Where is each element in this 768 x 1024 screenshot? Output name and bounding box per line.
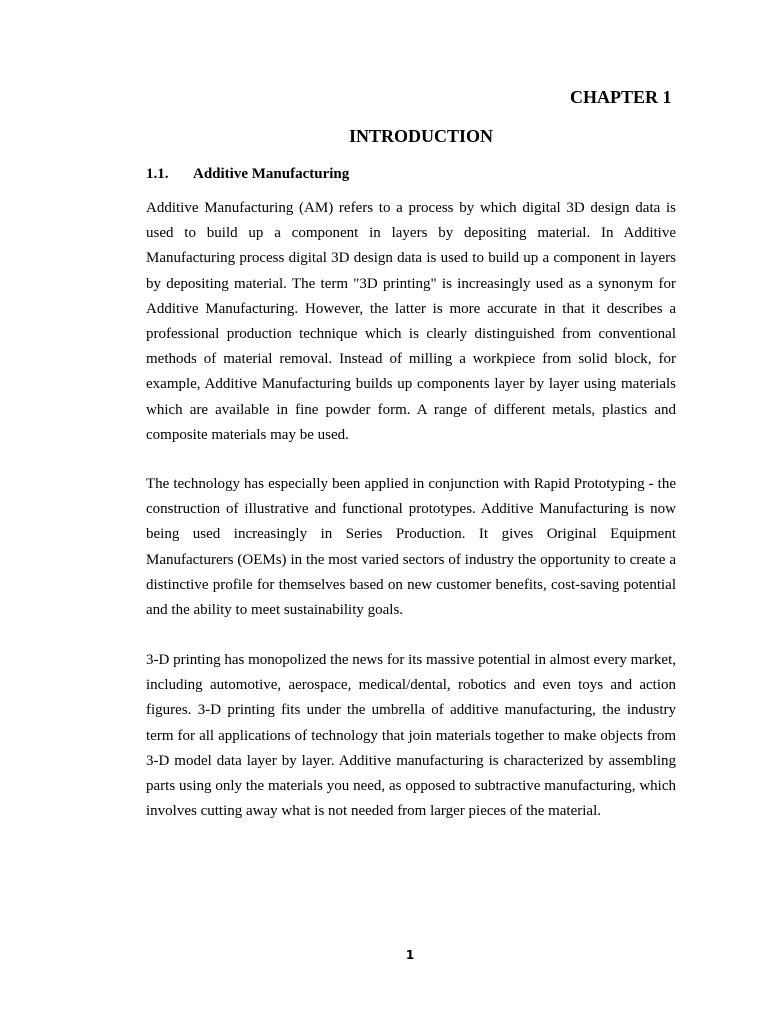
- paragraph: 3-D printing has monopolized the news for its massive potential in almost every market, including automotive, aerospace, medical/dental, robotics and even toys and action figures. 3-D printing fits under the umbrella of additive manufacturing, the industry term for all applications of technology that join materials together to make objects from 3-D model data layer by layer. Additive manufacturing is characterized by assembling parts using only the materials you need, as opposed to subtractive manufacturing, which involves cutting away what is not needed from larger pieces of the material.: [146, 652, 676, 820]
- chapter-label: CHAPTER 1: [570, 87, 672, 107]
- paragraph: The technology has especially been applied in conjunction with Rapid Prototyping - the construction of illustrative and functional prototypes. Additive Manufacturing is now being used increasingly in Series Production. It gives Original Equipment Manufacturers (OEMs) in the most varied sectors of industry the opportunity to create a distinctive profile for themselves based on new customer benefits, cost-saving potential and the ability to meet sustainability goals.: [146, 476, 676, 619]
- chapter-title: INTRODUCTION: [348, 126, 494, 146]
- paragraph: Additive Manufacturing (AM) refers to a process by which digital 3D design data is used to build up a component in layers by depositing material. In Additive Manufacturing process digital 3D design data is used to build up a component in layers by depositing material. The term "3D printing" is increasingly used as a synonym for Additive Manufacturing. However, the latter is more accurate in that it describes a professional production technique which is clearly distinguished from conventional methods of material removal. Instead of milling a workpiece from solid block, for example, Additive Manufacturing builds up components layer by layer using materials which are available in fine powder form. A range of different metals, plastics and composite materials may be used.: [146, 200, 676, 443]
- section-number: 1.1.: [146, 166, 169, 182]
- page-number: 1: [405, 948, 415, 962]
- section-title: Additive Manufacturing: [193, 166, 350, 182]
- section-heading: [146, 165, 349, 183]
